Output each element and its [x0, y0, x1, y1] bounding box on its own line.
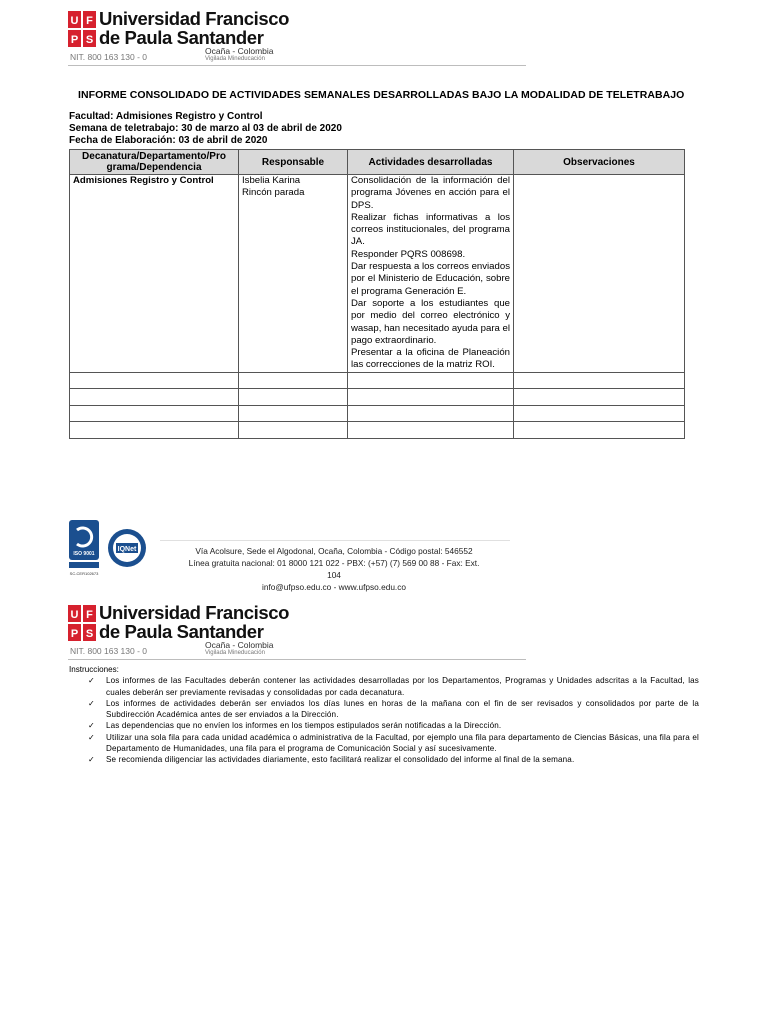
instruction-text: Los informes de actividades deberán ser enviados los días lunes en horas de la mañana con el fin de ser revisados y consolidados por parte de la Subdirección Académica antes de ser enviados a la Dirección.	[106, 698, 699, 720]
check-icon: ✓	[88, 755, 95, 765]
activity-item: Consolidación de la información del programa Jóvenes en acción para el DPS.	[351, 175, 510, 211]
check-icon: ✓	[88, 676, 95, 686]
meta-semana: Semana de teletrabajo: 30 de marzo al 03 de abril de 2020	[69, 123, 342, 134]
footer-address: Vía Acolsure, Sede el Algodonal, Ocaña, Colombia - Código postal: 546552	[195, 546, 473, 556]
svg-text:U: U	[70, 609, 79, 621]
meta-fecha: Fecha de Elaboración: 03 de abril de 2020	[69, 135, 268, 146]
instruction-text: Las dependencias que no envíen los informes en los tiempos estipulados serán notificadas a la Dirección.	[106, 721, 502, 731]
document-title: INFORME CONSOLIDADO DE ACTIVIDADES SEMANALES DESARROLLADAS BAJO LA MODALIDAD DE TELETRABAJO	[78, 89, 685, 101]
university-name-line1: Universidad Francisco	[99, 602, 290, 623]
svg-text:ISO 9001: ISO 9001	[73, 551, 95, 557]
university-location: Ocaña - Colombia	[205, 46, 274, 56]
university-location: Ocaña - Colombia	[205, 640, 274, 650]
university-supervision: Vigilada Mineducación	[205, 650, 265, 656]
instruction-text: Se recomienda diligenciar las actividades diariamente, esto facilitará realizar el consolidado del informe al final de la semana.	[106, 755, 575, 765]
empty-row	[70, 422, 685, 439]
cell-observaciones	[514, 175, 685, 373]
svg-text:U: U	[70, 15, 79, 27]
svg-text:P: P	[70, 34, 79, 46]
activity-item: Presentar a la oficina de Planeación las correcciones de la matriz ROI.	[351, 347, 510, 371]
header-dependencia-line1: Decanatura/Departamento/Pro	[82, 151, 226, 162]
svg-text:S: S	[85, 628, 94, 640]
activity-item: Dar soporte a los estudiantes que por medio del correo electrónico y wasap, han necesitado ayuda para el pago extraordinario.	[351, 297, 510, 346]
check-icon: ✓	[88, 732, 95, 742]
university-supervision: Vigilada Mineducación	[205, 56, 265, 62]
list-item	[69, 754, 699, 765]
header-divider	[68, 65, 526, 66]
ufps-logo-icon	[68, 605, 96, 641]
nit-number: NIT. 800 163 130 - 0	[70, 646, 148, 656]
list-item	[69, 720, 699, 731]
iqnet-icon	[108, 529, 146, 567]
header-logo	[68, 10, 528, 63]
university-name-line2: de Paula Santander	[99, 26, 264, 48]
svg-text:F: F	[86, 609, 93, 621]
svg-text:P: P	[70, 628, 79, 640]
cell-actividades	[348, 175, 514, 373]
list-item	[69, 698, 699, 721]
check-icon: ✓	[88, 698, 95, 708]
empty-row	[70, 372, 685, 389]
header-dependencia-line2: grama/Dependencia	[106, 162, 202, 173]
instructions-heading: Instrucciones:	[69, 665, 119, 674]
svg-text:S: S	[85, 34, 94, 46]
header-dependencia	[70, 150, 239, 175]
cell-responsable	[239, 175, 348, 373]
instructions-list	[69, 675, 699, 765]
empty-row	[70, 389, 685, 406]
check-icon: ✓	[88, 721, 95, 731]
header-logo-page2	[68, 604, 528, 657]
certification-logos	[69, 518, 159, 584]
instruction-text: Utilizar una sola fila para cada unidad académica o administrativa de la Facultad, por ejemplo una fila para departamento de Ciencias Básicas, una fila para el Departamento de Humanidades, una fila para el programa de Comunicación Social y así sucesivamente.	[106, 732, 699, 754]
header-actividades: Actividades desarrolladas	[348, 150, 514, 175]
activity-item: Realizar fichas informativas a los correos institucionales, del programa JA.	[351, 211, 510, 248]
table-header-row	[70, 150, 685, 175]
cell-dependencia: Admisiones Registro y Control	[70, 175, 239, 373]
instruction-text: Los informes de las Facultades deberán contener las actividades desarrolladas por los Departamentos, Programas y Unidades adscritas a la Facultad, las cuales deberán ser previamente revisadas y consolidadas por cada decanatura.	[106, 676, 699, 697]
responsable-line1: Isbelia Karina	[242, 175, 301, 186]
activity-item: Responder PQRS 008698.	[351, 248, 466, 260]
footer-divider	[160, 540, 510, 541]
svg-text:F: F	[86, 15, 93, 27]
svg-text:SC-CER102673: SC-CER102673	[69, 571, 99, 576]
footer-phones: Línea gratuita nacional: 01 8000 121 022 - PBX: (+57) (7) 569 00 88 - Fax: Ext. 104	[188, 558, 480, 580]
university-name-line1: Universidad Francisco	[99, 8, 290, 29]
iso-9001-icon	[69, 520, 99, 576]
responsable-line2: Rincón parada	[242, 187, 305, 199]
university-name-line2: de Paula Santander	[99, 620, 264, 642]
header-divider	[68, 659, 526, 660]
list-item	[69, 675, 699, 698]
empty-row	[70, 405, 685, 422]
header-observaciones: Observaciones	[514, 150, 685, 175]
activity-item: Dar respuesta a los correos enviados por el Ministerio de Educación, sobre el programa Generación E.	[351, 261, 510, 297]
svg-text:IQNet: IQNet	[117, 546, 137, 553]
ufps-logo-icon	[68, 11, 96, 47]
instructions-section	[69, 664, 699, 766]
table-row	[70, 175, 685, 373]
header-responsable: Responsable	[239, 150, 348, 175]
list-item	[69, 732, 699, 755]
footer-web: info@ufpso.edu.co - www.ufpso.edu.co	[261, 582, 407, 592]
footer-contact	[184, 545, 484, 593]
meta-facultad: Facultad: Admisiones Registro y Control	[69, 111, 263, 122]
nit-number: NIT. 800 163 130 - 0	[70, 52, 148, 62]
activities-table	[69, 149, 685, 439]
